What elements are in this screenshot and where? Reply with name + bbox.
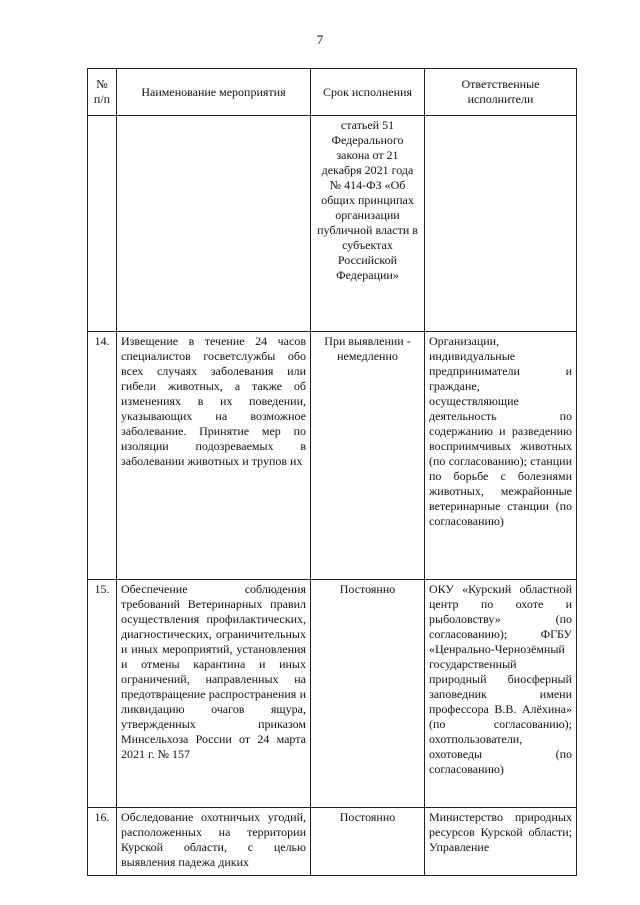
cell-event: Обследование охотничьих угодий, расположенных на территории Курской области, с целью выявления падежа диких <box>117 808 311 876</box>
cell-event: Обеспечение соблюдения требований Ветеринарных правил осуществления профилактических, диагностических, ограничительных и иных мероприятий, установления и отмены карантина и иных ограничений, направленных на предотвращение распространения и ликвидацию очагов ящура, утвержденных приказом Минсельхоза России от 24 марта 2021 г. № 157 <box>117 580 311 808</box>
cell-num: 14. <box>88 332 117 580</box>
measures-table <box>87 68 577 876</box>
header-num: № п/п <box>88 69 117 116</box>
page-number: 7 <box>316 32 324 47</box>
table-row <box>88 332 577 580</box>
header-event: Наименование мероприятия <box>117 69 311 116</box>
cell-num <box>88 116 117 332</box>
table-row <box>88 580 577 808</box>
cell-term: При выявлении - немедленно <box>311 332 425 580</box>
cell-num: 15. <box>88 580 117 808</box>
header-responsible: Ответственные исполнители <box>425 69 577 116</box>
cell-responsible: ОКУ «Курский областной центр по охоте и рыболовству» (по согласованию); ФГБУ «Ценрально-Чернозёмный государственный природный биосферный заповедник имени профессора В.В. Алёхина» (по согласованию); охотпользователи, охотоведы (по согласованию) <box>425 580 577 808</box>
cell-responsible: Министерство природных ресурсов Курской области; Управление <box>425 808 577 876</box>
cell-num: 16. <box>88 808 117 876</box>
cell-responsible: Организации, индивидуальные предприниматели и граждане, осуществляющие деятельность по содержанию и разведению восприимчивых животных (по согласованию); станции по борьбе с болезнями животных, межрайонные ветеринарные станции (по согласованию) <box>425 332 577 580</box>
cell-event: Извещение в течение 24 часов специалистов госветслужбы обо всех случаях заболевания или гибели животных, а также об изменениях в их поведении, указывающих на возможное заболевание. Принятие мер по изоляции подозреваемых в заболевании животных и трупов их <box>117 332 311 580</box>
header-term: Срок исполнения <box>311 69 425 116</box>
cell-event <box>117 116 311 332</box>
table-header-row <box>88 69 577 116</box>
cell-term: Постоянно <box>311 808 425 876</box>
cell-term: статьей 51 Федерального закона от 21 декабря 2021 года № 414-ФЗ «Об общих принципах организации публичной власти в субъектах Российской Федерации» <box>311 116 425 332</box>
table-row <box>88 808 577 876</box>
cell-responsible <box>425 116 577 332</box>
table-row-continuation <box>88 116 577 332</box>
cell-term: Постоянно <box>311 580 425 808</box>
